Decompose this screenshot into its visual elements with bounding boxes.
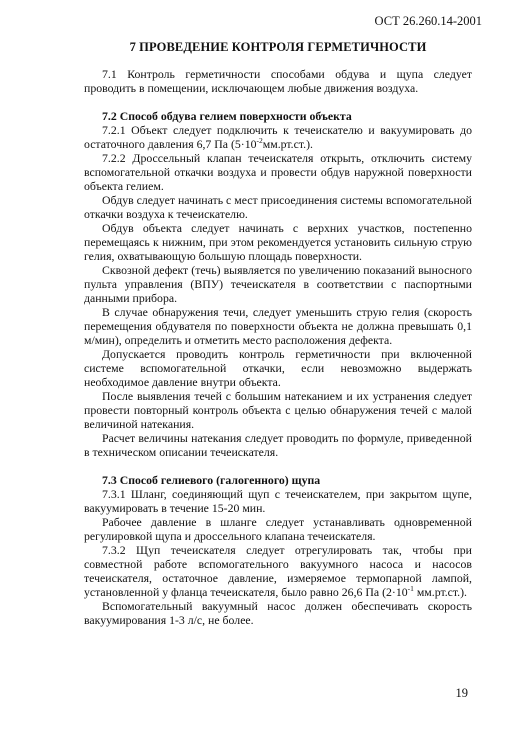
chapter-title: 7 ПРОВЕДЕНИЕ КОНТРОЛЯ ГЕРМЕТИЧНОСТИ bbox=[129, 40, 427, 54]
paragraph-pump-speed: Вспомогательный вакуумный насос должен обеспечивать скорость вакуумирования 1-3 л/с, не более. bbox=[84, 599, 472, 627]
paragraph-7-3-2-unit: мм.рт.ст.). bbox=[413, 585, 467, 599]
paragraph-7-3-1: 7.3.1 Шланг, соединяющий щуп с течеискателем, при закрытом щупе, вакуумировать в течение 15-20 мин. bbox=[84, 487, 472, 515]
exponent: -1 bbox=[407, 584, 414, 594]
paragraph-7-2-2: 7.2.2 Дроссельный клапан течеискателя открыть, отключить систему вспомогательной откачки воздуха и провести обдув наружной поверхности объекта гелием. bbox=[84, 151, 472, 193]
paragraph-7-2-1-unit: мм.рт.ст.). bbox=[262, 137, 313, 151]
paragraph-repeat-control: После выявления течей с большим натеканием и их устранения следует провести повторный контроль объекта с целью обнаружения течей с малой величиной натекания. bbox=[84, 389, 472, 431]
page-body bbox=[84, 40, 472, 627]
paragraph-blow-start: Обдув следует начинать с мест присоединения системы вспомогательной откачки воздуха к течеискателю. bbox=[84, 193, 472, 221]
paragraph-7-2-1 bbox=[84, 123, 472, 151]
section-title-7-3: 7.3 Способ гелиевого (галогенного) щупа bbox=[102, 473, 321, 487]
paragraph-working-pressure: Рабочее давление в шланге следует устанавливать одновременной регулировкой щупа и дроссельного клапана течеискателя. bbox=[84, 515, 472, 543]
paragraph-defect-detection: Сквозной дефект (течь) выявляется по увеличению показаний выносного пульта управления (ВПУ) течеискателя в соответствии с паспортными данными прибора. bbox=[84, 263, 472, 305]
paragraph-7-1: 7.1 Контроль герметичности способами обдува и щупа следует проводить в помещении, исключающем любые движения воздуха. bbox=[84, 67, 472, 95]
standard-code: ОСТ 26.260.14-2001 bbox=[374, 14, 482, 28]
paragraph-allowed: Допускается проводить контроль герметичности при включенной системе вспомогательной откачки, если невозможно выдержать необходимое давление внутри объекта. bbox=[84, 347, 472, 389]
paragraph-blow-order: Обдув объекта следует начинать с верхних участков, постепенно перемещаясь к нижним, при этом рекомендуется установить сильную струю гелия, охватывающую большую площадь поверхности. bbox=[84, 221, 472, 263]
paragraph-7-3-2-text: 7.3.2 Щуп течеискателя следует отрегулировать так, чтобы при совместной работе вспомогательного вакуумного насоса и насосов течеискателя, остаточное давление, измеряемое термопарной лампой, установленной у фланца течеискателя, было равно 26,6 Па (2·10 bbox=[84, 543, 472, 599]
section-title-7-2: 7.2 Способ обдува гелием поверхности объекта bbox=[102, 109, 352, 123]
paragraph-7-2-1-text: 7.2.1 Объект следует подключить к течеискателю и вакуумировать до остаточного давления 6,7 Па (5·10 bbox=[84, 123, 472, 151]
page-number: 19 bbox=[455, 686, 468, 700]
paragraph-leak-found: В случае обнаружения течи, следует уменьшить струю гелия (скорость перемещения обдувателя по поверхности объекта не должна превышать 0,1 м/мин), определить и отметить место расположения дефекта. bbox=[84, 305, 472, 347]
exponent: -2 bbox=[256, 136, 263, 146]
paragraph-calculation: Расчет величины натекания следует проводить по формуле, приведенной в техническом описании течеискателя. bbox=[84, 431, 472, 459]
paragraph-7-3-2 bbox=[84, 543, 472, 599]
